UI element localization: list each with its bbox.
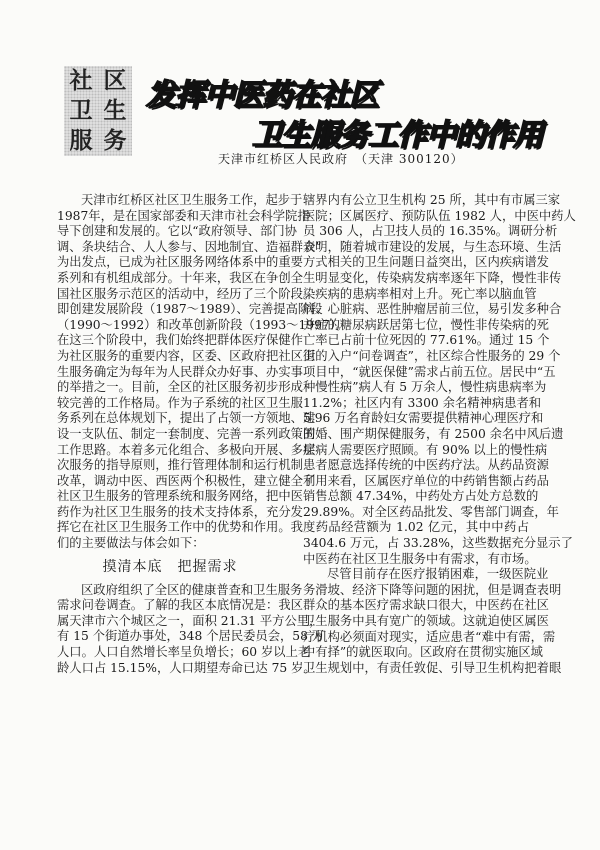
paragraph-line: 生明显变化，传染病发病率逐年下降，慢性非传 [303, 270, 562, 285]
paragraph-line: 务系列在总体规划下，提出了占领一方领地、建 [57, 411, 316, 426]
badge-char: 社 [69, 67, 93, 94]
paragraph-line: 卫生规划中，有责任敦促、引导卫生机构把着眼 [303, 660, 562, 675]
paragraph-line: 染疾病的患病率相对上升。死亡率以脑血管 [303, 286, 537, 301]
paragraph-line: 3404.6 万元，占 33.28%，这些数据充分显示了 [303, 536, 573, 551]
paragraph-line: 1987年，是在国家部委和天津市社会科学院指 [57, 208, 310, 223]
paragraph-line: 种慢性病”病人有 5 万余人，慢性病患病率为 [303, 380, 547, 395]
paragraph-line: 度药品经营额为 1.02 亿元，其中中药占 [303, 520, 529, 535]
paragraph-line: （1990～1992）和改革创新阶段（1993～1997）。 [57, 317, 349, 332]
right-column [303, 193, 576, 676]
paragraph-line: 们的主要做法与体会如下： [57, 536, 205, 551]
paragraph-line: 为出发点，已成为社区服务网络体系中的重要 [57, 255, 303, 270]
paragraph-line: 在这三个阶段中，我们始终把群体医疗保健作 [57, 333, 303, 348]
paragraph-line: 改革，调动中医、西医两个积极性，建立健全了 [57, 473, 316, 488]
paragraph-line: 次服务的指导原则，推行管理体制和运行机制 [57, 458, 303, 473]
paragraph-line: 患者愿意选择传统的中医药疗法。从药品资源 [303, 458, 549, 473]
paragraph-line: 5.96 万名育龄妇女需要提供精神心理医疗和 [303, 411, 544, 426]
paragraph-line: 务滑坡、经济下降等问题的困扰，但是调查表明 [303, 582, 562, 597]
section-heading: 摸清本底 把握需求 [102, 558, 238, 575]
left-column [57, 193, 349, 676]
article-title-line-2: 卫生服务工作中的作用 [252, 118, 542, 153]
badge-char: 生 [103, 97, 127, 124]
paragraph-line: 工作思路。本着多元化组合、多极向开展、多层 [57, 442, 316, 457]
section-badge [64, 66, 132, 156]
paragraph-line: 设一支队伍、制定一套制度、完善一系列政策的 [57, 426, 316, 441]
paragraph-line: 为社区服务的重要内容，区委、区政府把社区卫 [57, 348, 316, 363]
paragraph-line: 导下创建和发展的。它以“政府领导、部门协 [57, 224, 297, 239]
paragraph-line: 亡率已占前十位死因的 77.61%。通过 15 个 [303, 333, 550, 348]
paragraph-line: 天津市红桥区社区卫生服务工作，起步于 [81, 193, 303, 207]
paragraph-line: 医院；区属医疗、预防队伍 1982 人，中医中药人 [303, 208, 576, 223]
paragraph-line: 29.89%。对全区药品批发、零售部门调查，年 [303, 504, 559, 519]
paragraph-line: 尽管目前存在医疗报销困难，一级医院业 [327, 567, 549, 582]
paragraph-line: 药作为社区卫生服务的技术支持体系，充分发 [57, 504, 303, 519]
paragraph-line: 需求问卷调查。了解的我区本底情况是：我区 [57, 598, 303, 613]
paragraph-line: 疗机构必须面对现实，适应患者“难中有需，需 [303, 629, 556, 644]
author-affiliation: 天津市红桥区人民政府 （天津 300120） [218, 152, 464, 166]
paragraph-line: 区政府组织了全区的健康普查和卫生服务 [81, 582, 303, 597]
paragraph-line: 街的入户“问卷调查”，社区综合性服务的 29 个 [303, 348, 561, 363]
paragraph-line: 系列和有机组成部分。十年来，我区在争创全 [57, 270, 303, 285]
paragraph-line: 症病人需要医疗照顾。有 90% 以上的慢性病 [303, 442, 548, 457]
badge-char: 区 [103, 67, 127, 94]
paragraph-line: 的举措之一。目前，全区的社区服务初步形成 [57, 380, 303, 395]
paragraph-line: 调、条块结合、人人参与、因地制宜、造福群众” [57, 239, 322, 254]
paragraph-line: 病、心脏病、恶性肿瘤居前三位，易引发多种合 [303, 302, 562, 317]
paragraph-line: 社区卫生服务的管理系统和服务网络，把中医 [57, 489, 303, 504]
paragraph-line: 方式相关的卫生问题日益突出，区内疾病谱发 [303, 255, 549, 270]
paragraph-line: 挥它在社区卫生服务工作中的优势和作用。我 [57, 520, 303, 535]
paragraph-line: 员 306 人，占卫技人员的 16.35%。调研分析 [303, 224, 558, 239]
badge-char: 服 [69, 127, 93, 154]
paragraph-line: 即创建发展阶段（1987～1989）、完善提高阶段 [57, 302, 323, 317]
paragraph-line: 国社区服务示范区的活动中，经历了三个阶段。 [57, 286, 316, 301]
paragraph-line: 较完善的工作格局。作为子系统的社区卫生服 [57, 395, 303, 410]
paragraph-line: 卫生服务中具有宽广的领域。这就迫使区属医 [303, 614, 549, 629]
paragraph-line: 群众的基本医疗需求缺口很大，中医药在社区 [303, 598, 549, 613]
paragraph-line: 生服务确定为每年为人民群众办好事、办实事 [57, 364, 303, 379]
paragraph-line: 属天津市六个城区之一，面积 21.31 平方公里， [57, 613, 322, 628]
paragraph-line: 表明，随着城市建设的发展，与生态环境、生活 [303, 239, 562, 254]
article-title-line-1: 发挥中医药在社区 [146, 78, 378, 113]
paragraph-line: 围婚、围产期保健服务，有 2500 余名中风后遗 [303, 426, 564, 441]
paragraph-line: 并症的糖尿病跃居第七位，慢性非传染病的死 [303, 317, 549, 332]
paragraph-line: 人口。人口自然增长率呈负增长；60 岁以上老 [57, 645, 311, 660]
paragraph-line: 项目中，“就医保健”需求占前五位。居民中“五 [303, 364, 556, 379]
paragraph-line: 销售总额 47.34%，中药处方占处方总数的 [303, 489, 539, 504]
paragraph-line: 11.2%；社区内有 3300 余名精神病患者和 [303, 395, 542, 410]
badge-char: 卫 [69, 97, 93, 124]
paragraph-line: 辖界内有公立卫生机构 25 所，其中有市属三家 [303, 193, 561, 207]
paragraph-line: 中有择”的就医取向。区政府在贯彻实施区域 [303, 645, 543, 660]
paragraph-line: 有 15 个街道办事处，348 个居民委员会，58 万 [57, 629, 325, 644]
paragraph-line: 利用来看，区属医疗单位的中药销售额占药品 [303, 473, 549, 488]
paragraph-line: 中医药在社区卫生服务中有需求，有市场。 [303, 551, 537, 566]
badge-char: 务 [103, 127, 127, 154]
paragraph-line: 龄人口占 15.15%，人口期望寿命已达 75 岁。 [57, 660, 316, 675]
